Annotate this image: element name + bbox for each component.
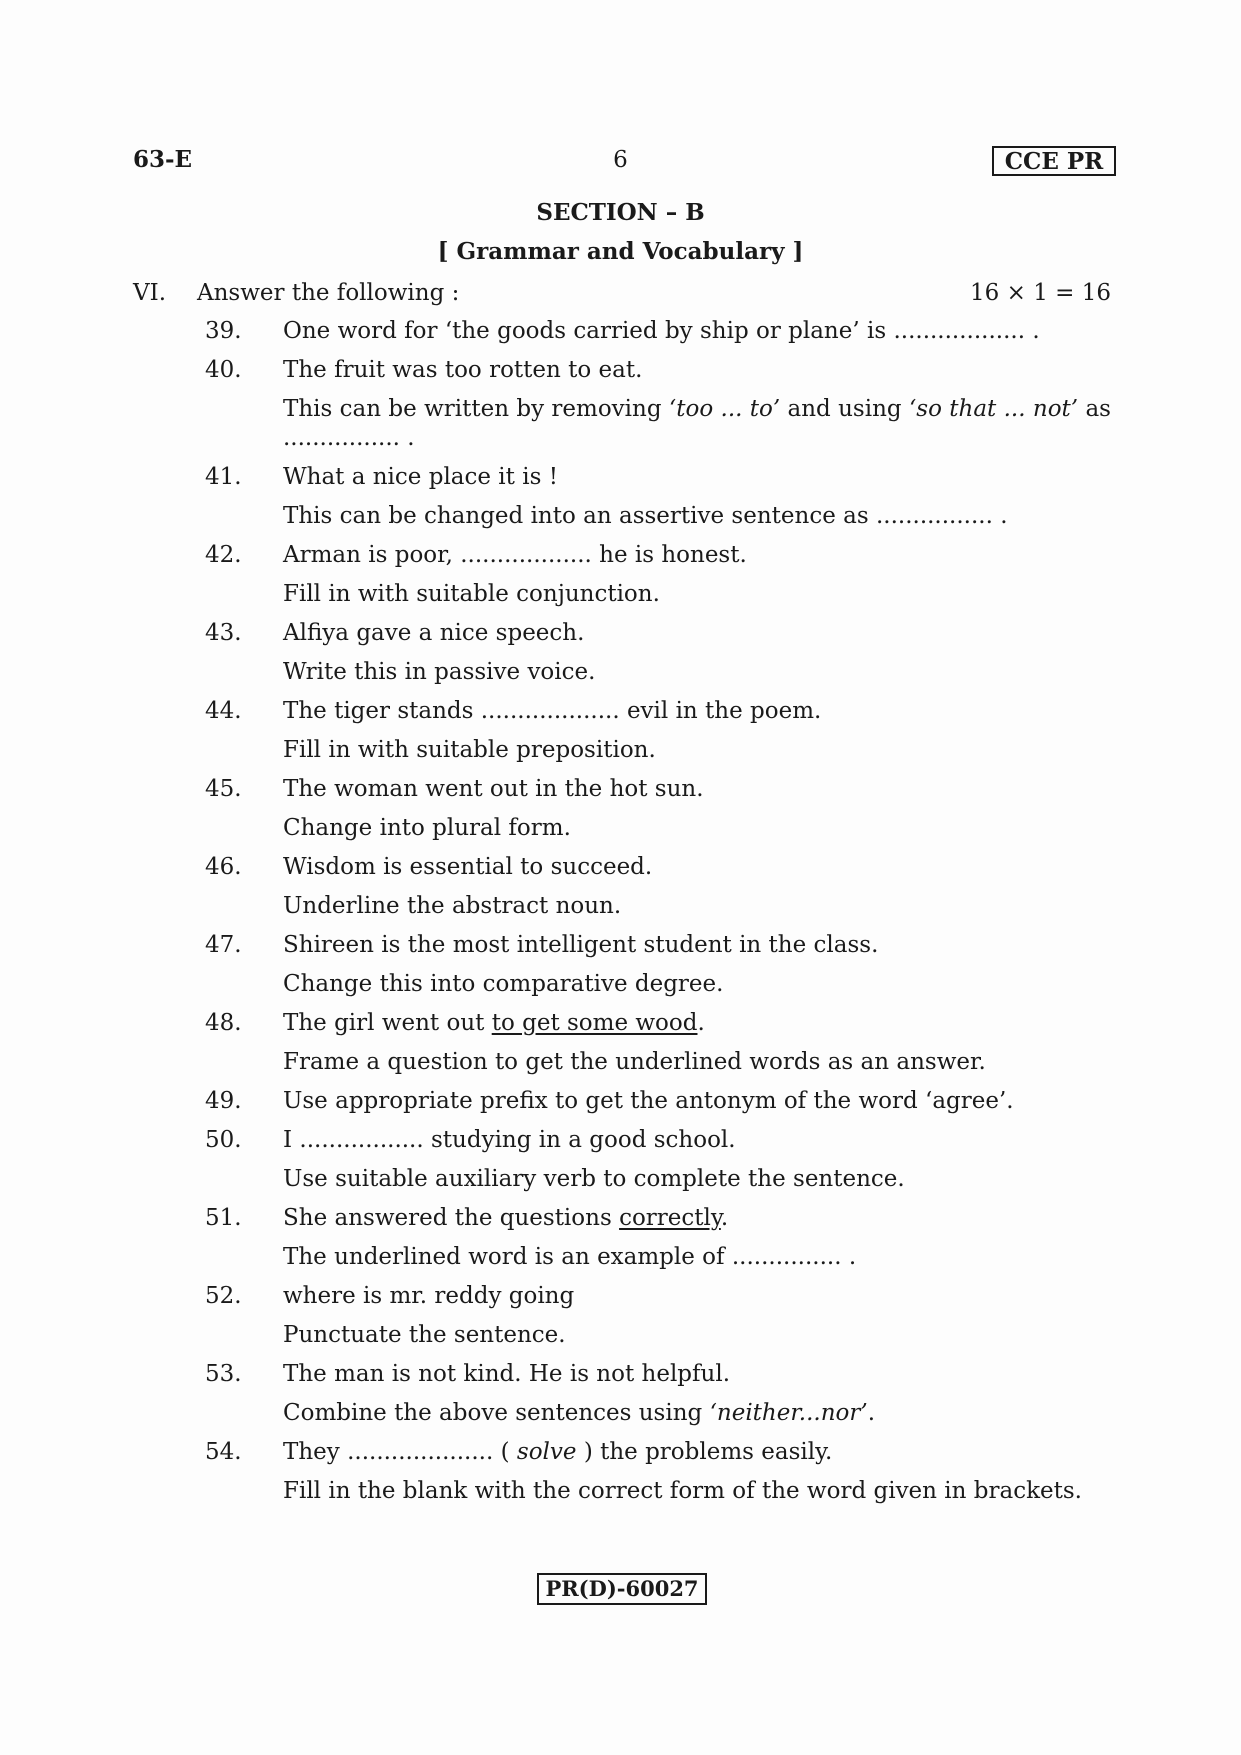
question-number: 44. [205, 698, 242, 724]
instruction-part: as ................ . [283, 396, 1111, 451]
question-text: One word for ‘the goods carried by ship or plane’ is .................. . [283, 318, 1040, 344]
question-43 [205, 619, 1111, 687]
italic-word: solve [516, 1439, 577, 1465]
question-46 [205, 853, 1111, 921]
question-number: 49. [205, 1088, 242, 1114]
question-instruction: Fill in with suitable preposition. [283, 737, 656, 763]
question-54 [205, 1438, 1111, 1506]
question-text: I ................. studying in a good school. [283, 1127, 736, 1153]
question-49 [205, 1087, 1111, 1116]
question-instruction: Underline the abstract noun. [283, 893, 622, 919]
question-50 [205, 1126, 1111, 1194]
question-instruction: Frame a question to get the underlined words as an answer. [283, 1049, 986, 1075]
italic-phrase: ‘neither...nor’ [709, 1400, 868, 1426]
instruction-text: Answer the following : [197, 280, 460, 306]
question-list [205, 317, 1111, 1516]
instruction-part: Combine the above sentences using [283, 1400, 710, 1426]
question-instruction: This can be changed into an assertive sentence as ................ . [283, 503, 1008, 529]
question-instruction: Change into plural form. [283, 815, 571, 841]
question-instruction: Fill in with suitable conjunction. [283, 581, 660, 607]
question-48 [205, 1009, 1111, 1077]
text-part: . [697, 1010, 705, 1036]
question-number: 40. [205, 357, 242, 383]
question-number: 39. [205, 318, 242, 344]
question-instruction: Fill in the blank with the correct form of the word given in brackets. [283, 1478, 1082, 1504]
cce-pr-box: CCE PR [992, 146, 1116, 176]
instruction-part: . [867, 1400, 876, 1426]
question-number: 48. [205, 1010, 242, 1036]
question-number: 45. [205, 776, 242, 802]
underlined-phrase: to get some wood [491, 1010, 698, 1036]
question-text: Arman is poor, .................. he is honest. [283, 542, 747, 568]
text-part: She answered the questions [283, 1205, 620, 1231]
question-number: 54. [205, 1439, 242, 1465]
italic-phrase: ‘too ... to’ [668, 396, 781, 422]
question-text: Alfiya gave a nice speech. [283, 620, 585, 646]
footer-code-box: PR(D)-60027 [537, 1573, 707, 1605]
instruction-part: and using [780, 396, 909, 422]
section-title: SECTION – B [536, 199, 705, 226]
question-44 [205, 697, 1111, 765]
text-part: The girl went out [283, 1010, 492, 1036]
question-instruction: Use suitable auxiliary verb to complete the sentence. [283, 1166, 905, 1192]
question-number: 47. [205, 932, 242, 958]
question-number: 53. [205, 1361, 242, 1387]
question-instruction [283, 1399, 1111, 1428]
question-text: The tiger stands ................... evil in the poem. [283, 698, 822, 724]
question-47 [205, 931, 1111, 999]
roman-numeral: VI. [133, 280, 167, 306]
question-52 [205, 1282, 1111, 1350]
question-text: Shireen is the most intelligent student in the class. [283, 932, 879, 958]
question-number: 50. [205, 1127, 242, 1153]
italic-phrase: ‘so that ... not’ [908, 396, 1079, 422]
text-part: . [720, 1205, 729, 1231]
question-39 [205, 317, 1111, 346]
question-text: What a nice place it is ! [283, 464, 558, 490]
section-subtitle: [ Grammar and Vocabulary ] [437, 238, 804, 265]
question-instruction [283, 395, 1111, 453]
question-number: 51. [205, 1205, 242, 1231]
question-text: The woman went out in the hot sun. [283, 776, 704, 802]
page-number: 6 [613, 147, 628, 173]
question-number: 42. [205, 542, 242, 568]
question-instruction: Write this in passive voice. [283, 659, 596, 685]
question-text [283, 1204, 1111, 1233]
question-instruction: Change this into comparative degree. [283, 971, 724, 997]
question-text [283, 1438, 1111, 1467]
question-number: 52. [205, 1283, 242, 1309]
question-number: 46. [205, 854, 242, 880]
text-part: ) the problems easily. [576, 1439, 833, 1465]
question-41 [205, 463, 1111, 531]
question-number: 41. [205, 464, 242, 490]
paper-code: 63-E [133, 146, 193, 173]
text-part: They .................... ( [283, 1439, 517, 1465]
marks-scheme: 16 × 1 = 16 [970, 280, 1111, 306]
question-text: Wisdom is essential to succeed. [283, 854, 653, 880]
question-53 [205, 1360, 1111, 1428]
question-40 [205, 356, 1111, 453]
question-text: where is mr. reddy going [283, 1283, 575, 1309]
question-instruction: Punctuate the sentence. [283, 1322, 566, 1348]
underlined-word: correctly [619, 1205, 721, 1231]
question-text: The fruit was too rotten to eat. [283, 357, 643, 383]
question-instruction: The underlined word is an example of ............... . [283, 1244, 857, 1270]
instruction-part: This can be written by removing [283, 396, 669, 422]
question-42 [205, 541, 1111, 609]
question-51 [205, 1204, 1111, 1272]
question-number: 43. [205, 620, 242, 646]
question-text [283, 1009, 1111, 1038]
question-text: Use appropriate prefix to get the antonym of the word ‘agree’. [283, 1088, 1014, 1114]
question-45 [205, 775, 1111, 843]
question-text: The man is not kind. He is not helpful. [283, 1361, 731, 1387]
